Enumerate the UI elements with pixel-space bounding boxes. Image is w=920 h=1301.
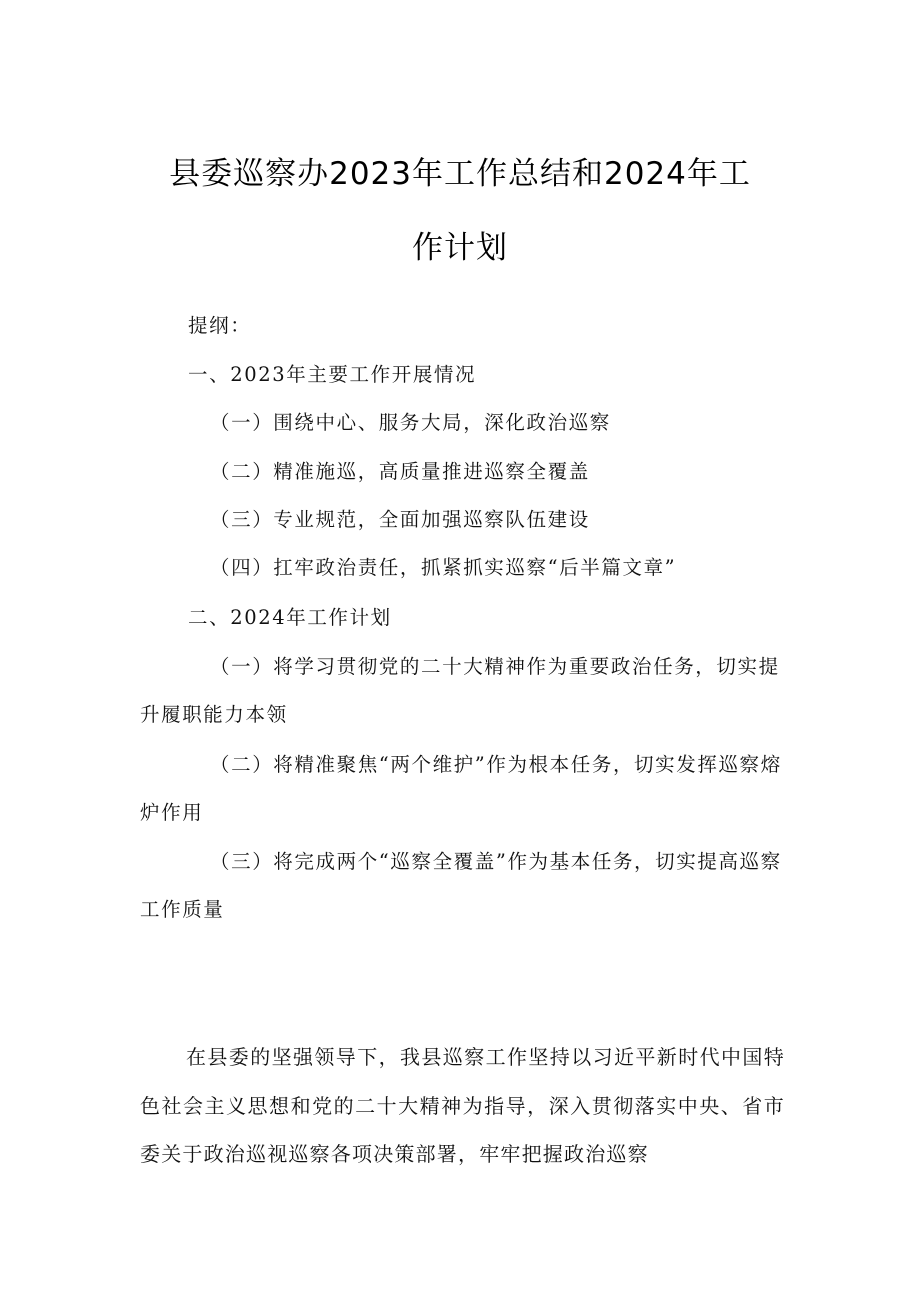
section-2-heading: 二、2024年工作计划 — [188, 606, 392, 629]
section-1-item: （二）精准施巡，高质量推进巡察全覆盖 — [210, 460, 590, 483]
document-title-line-2: 作计划 — [412, 230, 508, 266]
document-title-line-1: 县委巡察办2023年工作总结和2024年工 — [169, 156, 751, 192]
outline-label: 提纲： — [188, 314, 252, 337]
body-paragraph: 在县委的坚强领导下，我县巡察工作坚持以习近平新时代中国特色社会主义思想和党的二十大精神为指导，深入贯彻落实中央、省市委关于政治巡视巡察各项决策部署，牢牢把握政治巡察 — [140, 1045, 785, 1166]
section-2-item: （二）将精准聚焦“两个维护”作为根本任务，切实发挥巡察熔炉作用 — [140, 753, 782, 824]
section-1-item: （三）专业规范，全面加强巡察队伍建设 — [210, 508, 590, 531]
section-2-item: （三）将完成两个“巡察全覆盖”作为基本任务，切实提高巡察工作质量 — [140, 850, 782, 921]
section-1-heading: 一、2023年主要工作开展情况 — [188, 363, 477, 386]
section-1-item: （四）扛牢政治责任，抓紧抓实巡察“后半篇文章” — [210, 556, 677, 579]
section-2-item: （一）将学习贯彻党的二十大精神作为重要政治任务，切实提升履职能力本领 — [140, 655, 780, 726]
section-1-item: （一）围绕中心、服务大局，深化政治巡察 — [210, 411, 611, 434]
